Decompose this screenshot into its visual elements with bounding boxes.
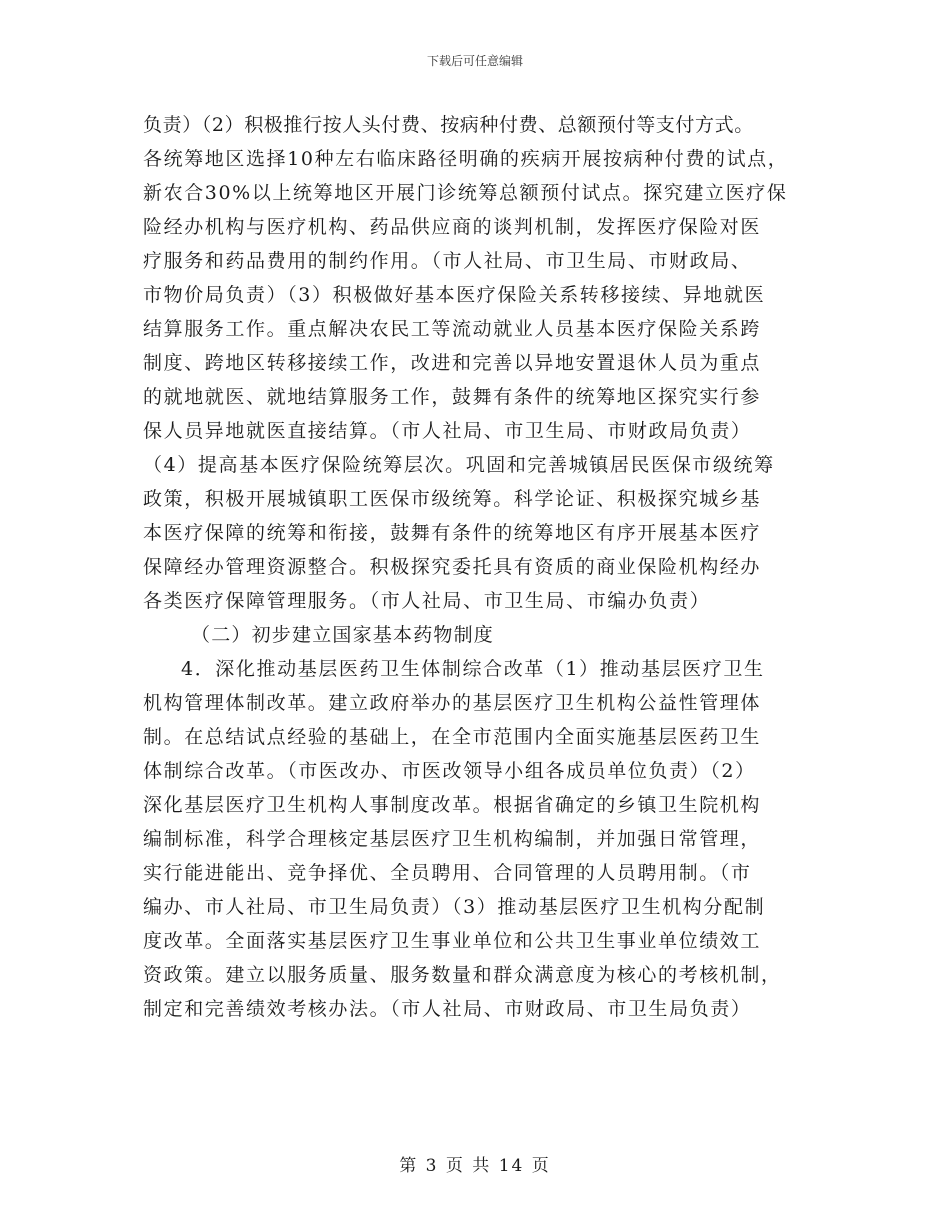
section-heading: （二）初步建立国家基本药物制度 <box>191 624 495 646</box>
text-line: （4）提高基本医疗保险统筹层次。巩固和完善城镇居民医保市级统筹 <box>143 454 775 476</box>
text-line: 各类医疗保障管理服务。（市人社局、市卫生局、市编办负责） <box>143 590 711 612</box>
text-line: 疗服务和药品费用的制约作用。（市人社局、市卫生局、市财政局、 <box>143 250 752 272</box>
text-line: 市物价局负责）（3）积极做好基本医疗保险关系转移接续、异地就医 <box>143 284 766 306</box>
text-line: 的就地就医、就地结算服务工作，鼓舞有条件的统筹地区探究实行参 <box>143 386 762 408</box>
text-line: 编办、市人社局、市卫生局负责）（3）推动基层医疗卫生机构分配制 <box>143 896 766 918</box>
text-line: 结算服务工作。重点解决农民工等流动就业人员基本医疗保险关系跨 <box>143 318 762 340</box>
text-line: 编制标准，科学合理核定基层医疗卫生机构编制，并加强日常管理， <box>143 828 762 850</box>
text-line: 度改革。全面落实基层医疗卫生事业单位和公共卫生事业单位绩效工 <box>143 930 762 952</box>
text-line: 制。在总结试点经验的基础上，在全市范围内全面实施基层医药卫生 <box>143 726 762 748</box>
text-line: 各统筹地区选择10种左右临床路径明确的疾病开展按病种付费的试点， <box>143 148 789 170</box>
text-line: 实行能进能出、竞争择优、全员聘用、合同管理的人员聘用制。（市 <box>143 862 752 884</box>
text-line: 体制综合改革。（市医改办、市医改领导小组各成员单位负责）（2） <box>143 760 756 782</box>
text-line: 制定和完善绩效考核办法。（市人社局、市财政局、市卫生局负责） <box>143 998 752 1020</box>
paragraph-first-line: 4．深化推动基层医药卫生体制综合改革（1）推动基层医疗卫生 <box>181 658 765 680</box>
text-line: 机构管理体制改革。建立政府举办的基层医疗卫生机构公益性管理体 <box>143 692 762 714</box>
text-line: 深化基层医疗卫生机构人事制度改革。根据省确定的乡镇卫生院机构 <box>143 794 762 816</box>
document-body <box>143 108 823 1026</box>
text-line: 本医疗保障的统筹和衔接，鼓舞有条件的统筹地区有序开展基本医疗 <box>143 522 762 544</box>
text-line: 保人员异地就医直接结算。（市人社局、市卫生局、市财政局负责） <box>143 420 752 442</box>
page-number: 第 3 页 共 14 页 <box>399 1156 551 1176</box>
text-line: 负责）（2）积极推行按人头付费、按病种付费、总额预付等支付方式。 <box>143 114 754 136</box>
text-line: 资政策。建立以服务质量、服务数量和群众满意度为核心的考核机制， <box>143 964 782 986</box>
text-line: 新农合30%以上统筹地区开展门诊统筹总额预付试点。探究建立医疗保 <box>143 182 788 204</box>
text-line: 险经办机构与医疗机构、药品供应商的谈判机制，发挥医疗保险对医 <box>143 216 762 238</box>
text-line: 政策，积极开展城镇职工医保市级统筹。科学论证、积极探究城乡基 <box>143 488 762 510</box>
page-header-note: 下载后可任意编辑 <box>426 54 523 68</box>
text-line: 保障经办管理资源整合。积极探究委托具有资质的商业保险机构经办 <box>143 556 762 578</box>
text-line: 制度、跨地区转移接续工作，改进和完善以异地安置退休人员为重点 <box>143 352 762 374</box>
